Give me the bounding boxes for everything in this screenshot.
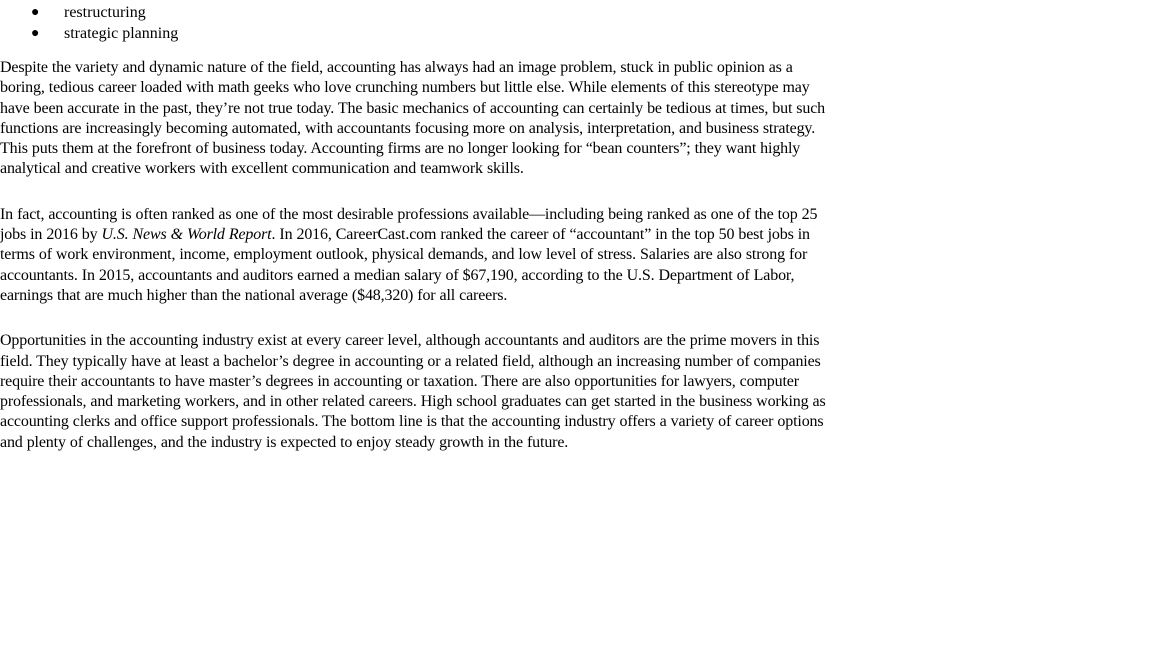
bullet-dot-icon: ● [31, 5, 40, 20]
paragraph-rankings-text-after: . In 2016, CareerCast.com ranked the career of “accountant” in the top 50 best jobs in terms of work environment, income, employment outlook, physical demands, and low level of stress. Salaries are also strong for accountants. In 2015, accountants and auditors earned a median salary of $67,190, according to the U.S. Department of Labor, earnings that are much higher than the national average ($48,320) for all careers. [0, 226, 810, 304]
paragraph-image-problem: Despite the variety and dynamic nature of the field, accounting has always had an image problem, stuck in public opinion as a boring, tedious career loaded with math geeks who love crunching numbers but little else. While elements of this stereotype may have been accurate in the past, they’re not true today. The basic mechanics of accounting can certainly be tedious at times, but such functions are increasingly becoming automated, with accountants focusing more on analysis, interpretation, and business strategy. This puts them at the forefront of business today. Accounting firms are no longer looking for “bean counters”; they want highly analytical and creative workers with excellent communication and teamwork skills. [0, 59, 826, 178]
paragraph-rankings-text-before: In fact, accounting is often ranked as one of the most desirable professions available—including being ranked as one of the top 25 jobs in 2016 by [0, 205, 818, 244]
paragraph-opportunities: Opportunities in the accounting industry exist at every career level, although accountants and auditors are the prime movers in this field. They typically have at least a bachelor’s degree in accounting or a related field, although an increasing number of companies require their accountants to have master’s degrees in accounting or taxation. There are also opportunities for lawyers, computer professionals, and marketing workers, and in other related careers. High school graduates can get started in the business working as accounting clerks and office support professionals. The bottom line is that the accounting industry offers a variety of career options and plenty of challenges, and the industry is expected to enjoy steady growth in the future. [0, 332, 826, 451]
bullet-dot-icon: ● [31, 26, 40, 41]
list-item [0, 23, 832, 44]
list-item-text: strategic planning [64, 25, 179, 42]
publication-title: U.S. News & World Report [101, 226, 272, 244]
bullet-list [0, 2, 832, 44]
list-item [0, 2, 832, 23]
list-item-text: restructuring [64, 4, 146, 21]
paragraph-rankings [0, 205, 832, 306]
